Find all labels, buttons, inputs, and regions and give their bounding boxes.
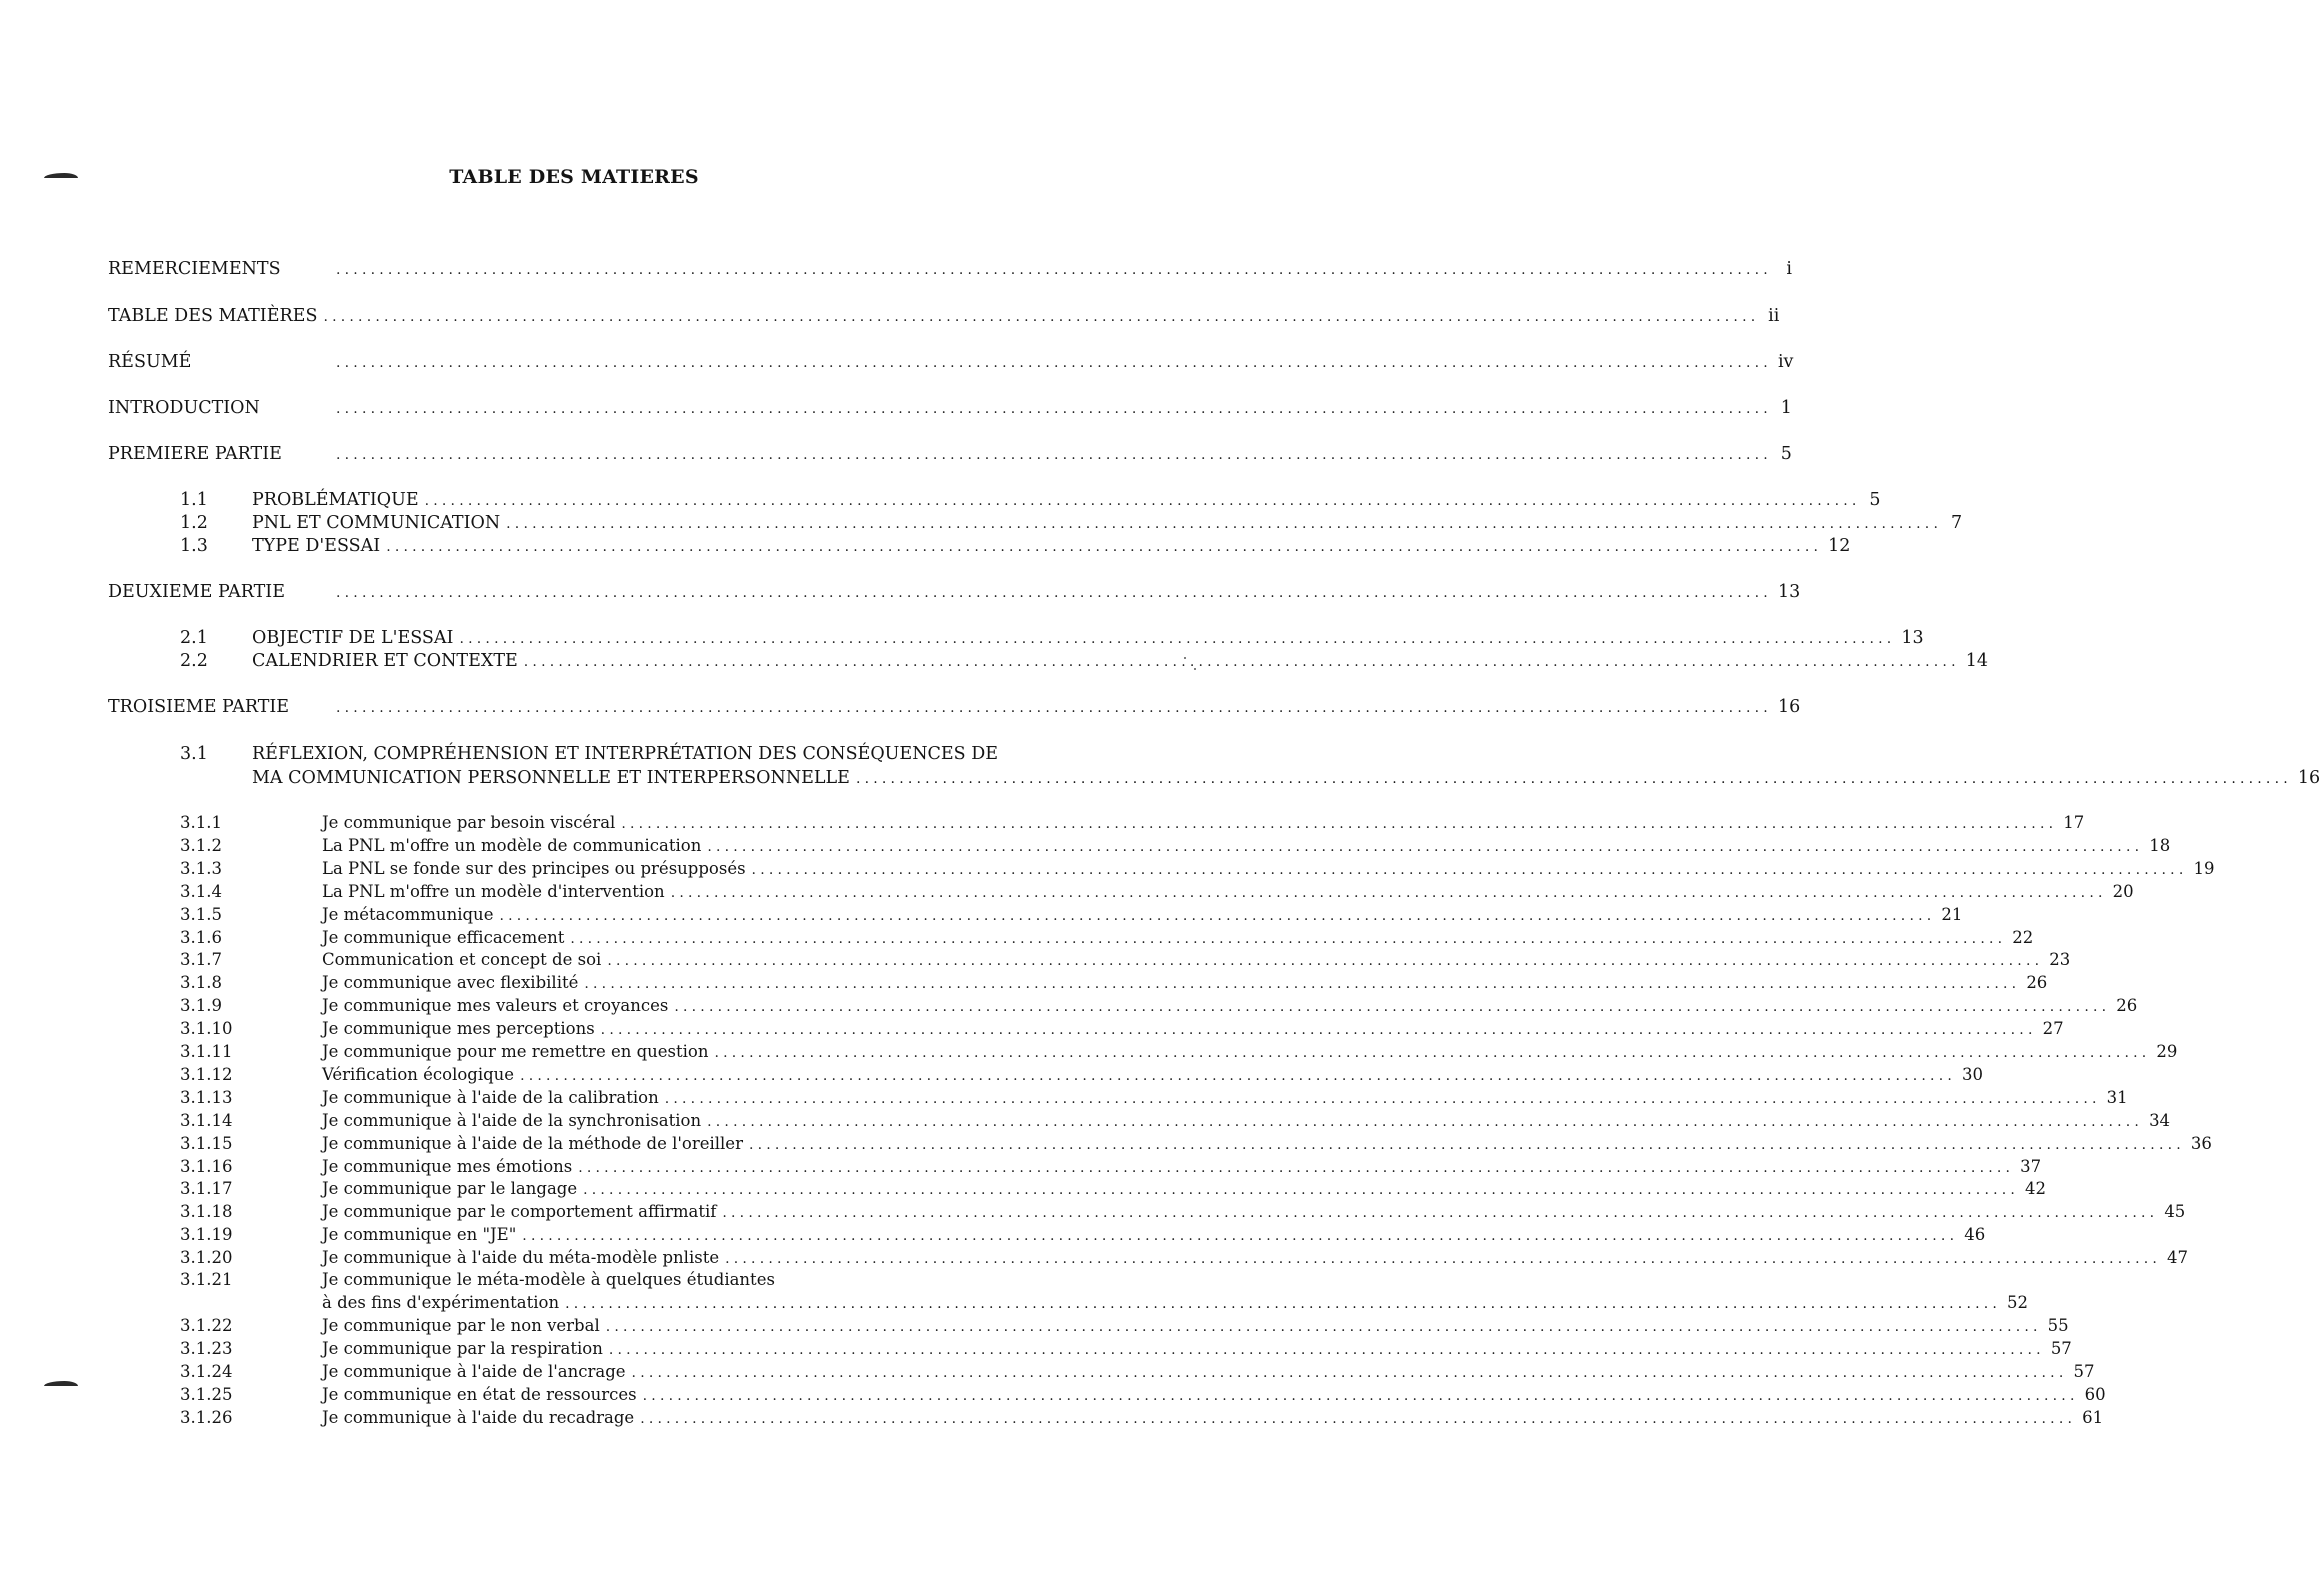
entry-number: 3.1.14 <box>180 1110 233 1130</box>
toc-entry-table <box>108 305 1780 329</box>
entry-number: 3.1.22 <box>180 1316 233 1335</box>
entry-title: Je communique mes perceptions <box>322 1019 595 1039</box>
entry-number: 3.1.23 <box>180 1338 233 1358</box>
entry-title: Je communique à l'aide du recadrage <box>322 1407 635 1427</box>
entry-title: Je communique avec flexibilité <box>322 973 579 993</box>
entry-title: Je communique par la respiration <box>322 1338 603 1358</box>
toc-subsection-entry <box>108 1040 2178 1065</box>
entry-page: 5 <box>1780 444 1792 464</box>
dot-leader: ...................................................................................................................................................................... <box>570 930 2007 947</box>
entry-title: Je métacommunique <box>322 904 494 924</box>
dot-leader: ...................................................................................................................................................................... <box>748 1136 2185 1153</box>
entry-title: TABLE DES MATIÈRES <box>108 306 318 326</box>
entry-number: 3.1.9 <box>180 996 222 1016</box>
entry-page: 12 <box>1828 536 1851 556</box>
dot-leader: ...................................................................................................................................................................... <box>600 1022 2037 1039</box>
entry-page: 29 <box>2156 1042 2178 1061</box>
entry-page: 7 <box>1950 513 1963 533</box>
entry-number: 3.1.21 <box>180 1270 233 1289</box>
dot-leader: ...................................................................................................................................................................... <box>336 700 1772 716</box>
toc-subsection-entry <box>108 1132 2212 1157</box>
entry-title: Je communique par besoin viscéral <box>322 813 616 832</box>
entry-title: Je communique mes valeurs et croyances <box>322 996 669 1016</box>
toc-entry-2-1 <box>108 627 1924 651</box>
toc-subsection-entry <box>108 1200 2186 1225</box>
dot-leader: ...................................................................................................................................................................... <box>323 309 1760 325</box>
entry-title-line-2: à des fins d'expérimentation <box>322 1293 560 1312</box>
dot-leader: ...................................................................................................................................................................... <box>664 1090 2101 1107</box>
dot-leader: ...................................................................................................................................................................... <box>605 1319 2042 1335</box>
entry-number: 3.1.13 <box>180 1087 233 1107</box>
entry-page: 21 <box>1941 904 1963 924</box>
entry-title: Je communique mes émotions <box>322 1156 573 1176</box>
entry-page: 18 <box>2149 835 2171 855</box>
toc-entry-partie-2 <box>108 581 1801 605</box>
entry-page: 55 <box>2047 1316 2069 1335</box>
entry-title: Je communique à l'aide du méta-modèle pnliste <box>322 1248 720 1268</box>
dot-leader: ...................................................................................................................................................................... <box>751 861 2188 878</box>
dot-leader: ...................................................................................................................................................................... <box>722 1205 2159 1222</box>
entry-title-line-2: MA COMMUNICATION PERSONNELLE ET INTERPERSONNELLE <box>252 768 850 788</box>
toc-entry-1-1 <box>108 489 1881 513</box>
toc-subsection-entry <box>108 971 2048 996</box>
entry-number: 2.1 <box>180 628 208 648</box>
entry-title: CALENDRIER ET CONTEXTE <box>252 651 518 671</box>
toc-subsection-entry <box>108 903 1963 928</box>
dot-leader: ...................................................................................................................................................................... <box>607 953 2044 970</box>
entry-number: 3.1.5 <box>180 904 222 924</box>
entry-number: 3.1.25 <box>180 1384 233 1404</box>
toc-subsection-entry <box>108 834 2171 859</box>
entry-title: La PNL m'offre un modèle de communication <box>322 835 702 855</box>
entry-page: 30 <box>1962 1064 1984 1084</box>
entry-page: 20 <box>2112 881 2134 901</box>
entry-number: 1.2 <box>180 513 208 533</box>
entry-title: Je communique en état de ressources <box>322 1384 637 1404</box>
dot-leader: ...................................................................................................................................................................... <box>523 654 1960 670</box>
entry-number: 3.1 <box>180 744 208 764</box>
toc-entry-remerciements <box>108 258 1792 282</box>
toc-subsection-entry <box>108 1314 2069 1339</box>
entry-page: 34 <box>2149 1110 2171 1130</box>
entry-number: 3.1.4 <box>180 881 222 901</box>
dot-leader: ...................................................................................................................................................................... <box>336 262 1772 278</box>
dot-leader: ...................................................................................................................................................................... <box>578 1159 2015 1176</box>
entry-number: 3.1.11 <box>180 1042 233 1061</box>
entry-number: 3.1.24 <box>180 1361 233 1381</box>
entry-page: 22 <box>2012 927 2034 947</box>
toc-subsection-entry <box>108 1177 2047 1202</box>
dot-leader: ...................................................................................................................................................................... <box>725 1251 2162 1268</box>
entry-page: 60 <box>2084 1384 2106 1404</box>
entry-page: 17 <box>2063 813 2085 832</box>
dot-leader: ...................................................................................................................................................................... <box>642 1387 2079 1404</box>
entry-title: La PNL se fonde sur des principes ou présupposés <box>322 858 746 878</box>
entry-title: INTRODUCTION <box>108 398 260 418</box>
dot-leader: ...................................................................................................................................................................... <box>584 976 2021 993</box>
toc-subsection-entry <box>108 1337 2072 1362</box>
toc-subsection-entry <box>108 1109 2171 1134</box>
entry-page: 5 <box>1869 490 1881 510</box>
entry-page: 61 <box>2082 1407 2104 1427</box>
toc-subsection-entry <box>108 1406 2104 1431</box>
entry-title-line-2-row <box>322 1291 2029 1316</box>
entry-number: 3.1.16 <box>180 1156 233 1176</box>
entry-page: 57 <box>2073 1361 2095 1381</box>
entry-page: 26 <box>2026 973 2048 993</box>
entry-page: 26 <box>2116 996 2138 1016</box>
entry-title: Je communique pour me remettre en question <box>322 1042 709 1061</box>
scan-mark-bottom <box>44 1381 78 1386</box>
entry-number: 3.1.3 <box>180 858 222 878</box>
entry-title: Je communique par le comportement affirmatif <box>322 1202 717 1222</box>
toc-entry-1-2 <box>108 512 1963 536</box>
entry-number: 3.1.20 <box>180 1248 233 1268</box>
dot-leader: ...................................................................................................................................................................... <box>583 1182 2020 1199</box>
entry-number: 3.1.7 <box>180 950 222 970</box>
entry-title: PREMIERE PARTIE <box>108 444 282 464</box>
dot-leader: ...................................................................................................................................................................... <box>522 1228 1959 1245</box>
entry-number: 3.1.15 <box>180 1133 233 1153</box>
entry-page: 42 <box>2025 1179 2047 1199</box>
entry-title: Communication et concept de soi <box>322 950 602 970</box>
entry-page: 31 <box>2106 1087 2128 1107</box>
entry-page: 47 <box>2167 1248 2189 1268</box>
toc-subsection-entry <box>108 994 2138 1019</box>
dot-leader: ...................................................................................................................................................................... <box>714 1045 2151 1061</box>
toc-subsection-entry <box>108 811 2085 836</box>
toc-entry-introduction <box>108 397 1792 421</box>
entry-title: Je communique en "JE" <box>322 1225 517 1245</box>
entry-number: 1.1 <box>180 490 208 510</box>
entry-page: 45 <box>2164 1202 2186 1222</box>
entry-title: Vérification écologique <box>322 1064 515 1084</box>
entry-title: PROBLÉMATIQUE <box>252 490 419 510</box>
entry-title: Je communique à l'aide de l'ancrage <box>322 1361 626 1381</box>
toc-subsection-entry <box>108 857 2215 882</box>
entry-page: 13 <box>1777 582 1801 602</box>
page-title: TABLE DES MATIERES <box>449 166 699 188</box>
dot-leader: ...................................................................................................................................................................... <box>336 401 1772 417</box>
entry-title: Je communique à l'aide de la méthode de l'oreiller <box>322 1133 743 1153</box>
entry-number: 3.1.1 <box>180 813 222 832</box>
entry-title: PNL ET COMMUNICATION <box>252 513 501 533</box>
entry-title: RÉSUMÉ <box>108 352 192 372</box>
dot-leader: ...................................................................................................................................................................... <box>640 1410 2077 1427</box>
entry-page: i <box>1786 259 1792 279</box>
entry-page: 52 <box>2007 1293 2029 1312</box>
entry-number: 3.1.8 <box>180 973 222 993</box>
entry-page: 16 <box>1777 697 1801 717</box>
dot-leader: ...................................................................................................................................................................... <box>565 1296 2002 1312</box>
toc-subsection-entry <box>108 1086 2128 1111</box>
toc-entry-partie-1 <box>108 443 1792 467</box>
entry-page: 46 <box>1964 1225 1986 1245</box>
entry-page: 57 <box>2050 1338 2072 1358</box>
dot-leader: ...................................................................................................................................................................... <box>707 838 2144 855</box>
entry-title: TYPE D'ESSAI <box>252 536 381 556</box>
toc-entry-1-3 <box>108 535 1851 559</box>
entry-page: 27 <box>2042 1019 2064 1039</box>
toc-subsection-entry <box>108 1383 2106 1408</box>
entry-title-line-1: Je communique le méta-modèle à quelques étudiantes <box>322 1270 775 1289</box>
entry-page: 1 <box>1780 398 1792 418</box>
entry-page: 16 <box>2297 768 2320 788</box>
dot-leader: ...................................................................................................................................................................... <box>608 1341 2045 1358</box>
entry-title: Je communique par le non verbal <box>322 1316 600 1335</box>
entry-page: 36 <box>2190 1133 2212 1153</box>
toc-subsection-entry <box>108 880 2134 905</box>
dot-leader: ...................................................................................................................................................................... <box>336 447 1772 463</box>
entry-page: 37 <box>2020 1156 2042 1176</box>
entry-number: 3.1.6 <box>180 927 222 947</box>
toc-subsection-entry <box>108 1223 1986 1248</box>
dot-leader: ...................................................................................................................................................................... <box>674 999 2111 1016</box>
entry-title: REMERCIEMENTS <box>108 259 281 279</box>
entry-title: Je communique par le langage <box>322 1179 578 1199</box>
dot-leader: ...................................................................................................................................................................... <box>855 771 2292 787</box>
entry-number: 3.1.10 <box>180 1019 233 1039</box>
entry-page: 19 <box>2193 858 2215 878</box>
entry-number: 3.1.12 <box>180 1064 233 1084</box>
toc-subsection-entry <box>108 1360 2095 1385</box>
dot-leader: ...................................................................................................................................................................... <box>707 1113 2144 1130</box>
dot-leader: ...................................................................................................................................................................... <box>336 355 1772 371</box>
dot-leader: ...................................................................................................................................................................... <box>520 1067 1957 1084</box>
entry-title: La PNL m'offre un modèle d'intervention <box>322 881 665 901</box>
entry-number: 3.1.18 <box>180 1202 233 1222</box>
entry-title: DEUXIEME PARTIE <box>108 582 285 602</box>
toc-entry-partie-3 <box>108 696 1801 720</box>
entry-number: 3.1.2 <box>180 835 222 855</box>
dot-leader: ...................................................................................................................................................................... <box>670 884 2107 901</box>
toc-subsection-entry <box>108 926 2034 951</box>
dot-leader: ...................................................................................................................................................................... <box>506 516 1943 532</box>
entry-number: 2.2 <box>180 651 208 671</box>
dot-leader: ...................................................................................................................................................................... <box>499 907 1936 924</box>
dot-leader: ...................................................................................................................................................................... <box>621 816 2058 832</box>
entry-page: 23 <box>2049 950 2071 970</box>
entry-title-line-2-row <box>252 766 2320 791</box>
entry-page: 14 <box>1965 651 1988 671</box>
dot-leader: ...................................................................................................................................................................... <box>386 539 1823 555</box>
toc-entry-2-2 <box>108 650 1988 674</box>
entry-title: Je communique à l'aide de la calibration <box>322 1087 659 1107</box>
toc-subsection-entry <box>108 948 2071 973</box>
table-of-contents <box>108 0 2320 1584</box>
dot-leader: ...................................................................................................................................................................... <box>631 1364 2068 1381</box>
entry-number: 3.1.26 <box>180 1407 233 1427</box>
toc-subsection-entry <box>108 1017 2064 1042</box>
dot-leader: ...................................................................................................................................................................... <box>336 585 1772 601</box>
entry-title: TROISIEME PARTIE <box>108 697 290 717</box>
toc-entry-resume <box>108 351 1794 375</box>
dot-leader: ...................................................................................................................................................................... <box>424 493 1861 509</box>
entry-title-line-1: RÉFLEXION, COMPRÉHENSION ET INTERPRÉTATION DES CONSÉQUENCES DE <box>252 744 999 764</box>
entry-page: ii <box>1768 306 1780 326</box>
entry-title: OBJECTIF DE L'ESSAI <box>252 628 454 648</box>
entry-page: 13 <box>1901 628 1924 648</box>
toc-subsection-entry <box>108 1155 2042 1180</box>
entry-number: 3.1.19 <box>180 1225 233 1245</box>
entry-page: iv <box>1777 352 1794 372</box>
entry-title: Je communique à l'aide de la synchronisation <box>322 1110 702 1130</box>
dot-leader: ...................................................................................................................................................................... <box>459 631 1896 647</box>
entry-number: 1.3 <box>180 536 208 556</box>
toc-subsection-entry <box>108 1063 1984 1088</box>
entry-number: 3.1.17 <box>180 1179 233 1199</box>
entry-title: Je communique efficacement <box>322 927 565 947</box>
